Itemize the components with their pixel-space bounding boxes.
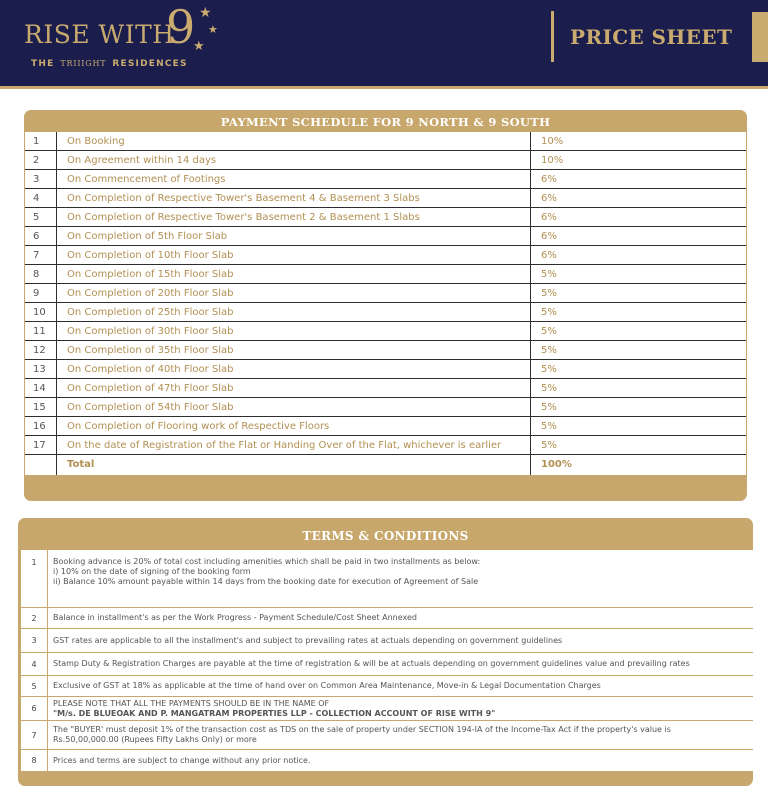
column-divider <box>56 284 57 302</box>
column-divider <box>47 653 48 675</box>
page-title: PRICE SHEET <box>570 25 733 49</box>
row-number: 14 <box>33 383 46 394</box>
column-divider <box>56 151 57 169</box>
term-line: Balance in installment's as per the Work Progress - Payment Schedule/Cost Sheet Annexed <box>53 613 417 622</box>
column-divider <box>56 398 57 416</box>
milestone-percent: 6% <box>541 212 557 223</box>
term-line: Exclusive of GST at 18% as applicable at the time of hand over on Common Area Maintenance, Move-in & Legal Documentation Charges <box>53 681 601 690</box>
brand-tagline: THE TRIIIGHT RESIDENCES <box>31 59 188 69</box>
column-divider <box>56 132 57 150</box>
milestone-percent: 10% <box>541 155 564 166</box>
milestone-label: Total <box>67 459 95 470</box>
column-divider <box>530 246 531 264</box>
term-line: PLEASE NOTE THAT ALL THE PAYMENTS SHOULD BE IN THE NAME OF <box>53 698 330 708</box>
milestone-percent: 5% <box>541 383 557 394</box>
row-number: 3 <box>33 174 40 185</box>
row-number: 15 <box>33 402 46 413</box>
star-icon: ★ <box>193 39 205 54</box>
milestone-label: On Completion of 30th Floor Slab <box>67 326 234 337</box>
term-text <box>53 721 749 749</box>
table-row <box>25 322 746 341</box>
terms-title: TERMS & CONDITIONS <box>302 529 469 543</box>
milestone-percent: 6% <box>541 174 557 185</box>
column-divider <box>47 750 48 771</box>
column-divider <box>47 697 48 720</box>
column-divider <box>530 170 531 188</box>
column-divider <box>530 208 531 226</box>
column-divider <box>56 227 57 245</box>
column-divider <box>530 227 531 245</box>
table-row <box>25 246 746 265</box>
milestone-label: On Completion of Respective Tower's Basement 4 & Basement 3 Slabs <box>67 193 420 204</box>
column-divider <box>530 398 531 416</box>
column-divider <box>530 341 531 359</box>
term-line: i) 10% on the date of signing of the booking form <box>53 567 251 576</box>
row-number: 6 <box>33 231 40 242</box>
column-divider <box>56 379 57 397</box>
row-number: 8 <box>33 269 40 280</box>
page-header <box>0 0 768 86</box>
row-number: 2 <box>33 155 40 166</box>
column-divider <box>530 379 531 397</box>
term-text <box>53 697 749 720</box>
table-row <box>25 436 746 455</box>
terms-table <box>21 550 753 772</box>
list-item <box>21 653 753 676</box>
column-divider <box>56 303 57 321</box>
terms-panel <box>18 518 753 786</box>
table-row <box>25 265 746 284</box>
table-row <box>25 227 746 246</box>
column-divider <box>47 629 48 652</box>
milestone-percent: 5% <box>541 440 557 451</box>
column-divider <box>47 608 48 628</box>
term-line: The "BUYER' must deposit 1% of the transaction cost as TDS on the sale of property under SECTION 194-IA of the Income-Tax Act if the property's value is <box>53 725 671 734</box>
term-line: Prices and terms are subject to change without any prior notice. <box>53 755 311 765</box>
term-text <box>53 629 749 652</box>
term-line: ii) Balance 10% amount payable within 14 days from the booking date for execution of Agreement of Sale <box>53 577 479 586</box>
row-number: 4 <box>33 193 40 204</box>
milestone-percent: 5% <box>541 345 557 356</box>
header-accent <box>752 12 768 62</box>
table-row <box>25 417 746 436</box>
milestone-label: On Completion of 47th Floor Slab <box>67 383 234 394</box>
milestone-percent: 5% <box>541 269 557 280</box>
table-row <box>25 189 746 208</box>
row-number: 17 <box>33 440 46 451</box>
column-divider <box>530 303 531 321</box>
milestone-label: On Booking <box>67 136 125 147</box>
milestone-label: On Agreement within 14 days <box>67 155 217 166</box>
milestone-label: On Completion of 20th Floor Slab <box>67 288 234 299</box>
milestone-label: On Completion of 5th Floor Slab <box>67 231 228 242</box>
row-number: 10 <box>33 307 46 318</box>
table-row <box>25 132 746 151</box>
column-divider <box>47 721 48 749</box>
milestone-label: On Completion of 40th Floor Slab <box>67 364 234 375</box>
milestone-label: On Completion of 54th Floor Slab <box>67 402 234 413</box>
row-number: 12 <box>33 345 46 356</box>
payment-schedule-table <box>25 132 746 475</box>
header-rule <box>0 86 768 89</box>
list-item <box>21 697 753 721</box>
term-text <box>53 676 749 696</box>
column-divider <box>530 284 531 302</box>
brand-logo: RISE WITH <box>24 20 175 49</box>
column-divider <box>56 189 57 207</box>
column-divider <box>47 676 48 696</box>
column-divider <box>56 246 57 264</box>
term-text <box>53 750 749 771</box>
term-number: 6 <box>31 704 37 713</box>
column-divider <box>56 322 57 340</box>
milestone-percent: 5% <box>541 364 557 375</box>
term-number: 5 <box>31 681 37 691</box>
milestone-label: On Completion of Flooring work of Respective Floors <box>67 421 330 432</box>
column-divider <box>530 436 531 454</box>
term-text <box>53 608 749 628</box>
star-icon: ★ <box>199 5 212 21</box>
payment-schedule-panel <box>24 110 747 501</box>
list-item <box>21 629 753 653</box>
table-row <box>25 398 746 417</box>
column-divider <box>56 265 57 283</box>
milestone-percent: 5% <box>541 288 557 299</box>
list-item <box>21 550 753 608</box>
row-number: 1 <box>33 136 40 147</box>
milestone-percent: 10% <box>541 136 564 147</box>
milestone-label: On Completion of 35th Floor Slab <box>67 345 234 356</box>
column-divider <box>56 360 57 378</box>
total-row <box>25 455 746 475</box>
column-divider <box>530 455 531 475</box>
payment-schedule-title: PAYMENT SCHEDULE FOR 9 NORTH & 9 SOUTH <box>220 115 551 129</box>
term-line: GST rates are applicable to all the installment's and subject to prevailing rates at actuals depending on government guidelines <box>53 635 563 645</box>
table-row <box>25 303 746 322</box>
term-number: 1 <box>31 558 37 567</box>
row-number: 5 <box>33 212 40 223</box>
column-divider <box>56 341 57 359</box>
column-divider <box>56 417 57 435</box>
star-icon: ★ <box>208 23 218 36</box>
term-number: 8 <box>31 756 37 765</box>
milestone-label: On Completion of 25th Floor Slab <box>67 307 234 318</box>
brand-nine: 9 <box>166 0 196 54</box>
milestone-label: On Completion of 15th Floor Slab <box>67 269 234 280</box>
column-divider <box>530 189 531 207</box>
milestone-label: On Commencement of Footings <box>67 174 226 185</box>
row-number: 16 <box>33 421 46 432</box>
milestone-percent: 6% <box>541 250 557 261</box>
column-divider <box>47 550 48 607</box>
column-divider <box>530 322 531 340</box>
table-row <box>25 284 746 303</box>
table-row <box>25 151 746 170</box>
milestone-label: On Completion of Respective Tower's Basement 2 & Basement 1 Slabs <box>67 212 420 223</box>
table-row <box>25 341 746 360</box>
header-divider <box>551 11 554 62</box>
term-number: 2 <box>31 613 37 623</box>
row-number: 9 <box>33 288 40 299</box>
term-text <box>53 550 749 607</box>
milestone-percent: 5% <box>541 421 557 432</box>
column-divider <box>530 151 531 169</box>
term-line-bold: "M/s. DE BLUEOAK AND P. MANGATRAM PROPERTIES LLP - COLLECTION ACCOUNT OF RISE WITH 9" <box>53 708 496 718</box>
milestone-percent: 6% <box>541 231 557 242</box>
table-row <box>25 208 746 227</box>
term-text <box>53 653 749 675</box>
row-number: 11 <box>33 326 46 337</box>
column-divider <box>56 455 57 475</box>
term-line: Stamp Duty & Registration Charges are payable at the time of registration & will be at actuals depending on government guidelines value and prevailing rates <box>53 659 690 668</box>
list-item <box>21 676 753 697</box>
milestone-percent: 5% <box>541 402 557 413</box>
term-number: 3 <box>31 636 37 645</box>
term-line: Booking advance is 20% of total cost including amenities which shall be paid in two installments as below: <box>53 557 481 566</box>
column-divider <box>56 436 57 454</box>
column-divider <box>530 360 531 378</box>
table-row <box>25 379 746 398</box>
milestone-label: On the date of Registration of the Flat or Handing Over of the Flat, whichever is earlier <box>67 440 502 451</box>
column-divider <box>530 417 531 435</box>
list-item <box>21 721 753 750</box>
column-divider <box>530 265 531 283</box>
term-number: 4 <box>31 659 37 669</box>
list-item <box>21 750 753 772</box>
column-divider <box>56 208 57 226</box>
table-row <box>25 360 746 379</box>
milestone-percent: 5% <box>541 326 557 337</box>
milestone-label: On Completion of 10th Floor Slab <box>67 250 234 261</box>
row-number: 13 <box>33 364 46 375</box>
milestone-percent: 5% <box>541 307 557 318</box>
term-number: 7 <box>31 730 37 740</box>
term-line: Rs.50,00,000.00 (Rupees Fifty Lakhs Only) or more <box>53 735 257 744</box>
row-number: 7 <box>33 250 40 261</box>
milestone-percent: 100% <box>541 459 572 470</box>
column-divider <box>56 170 57 188</box>
list-item <box>21 608 753 629</box>
table-row <box>25 170 746 189</box>
column-divider <box>530 132 531 150</box>
milestone-percent: 6% <box>541 193 557 204</box>
